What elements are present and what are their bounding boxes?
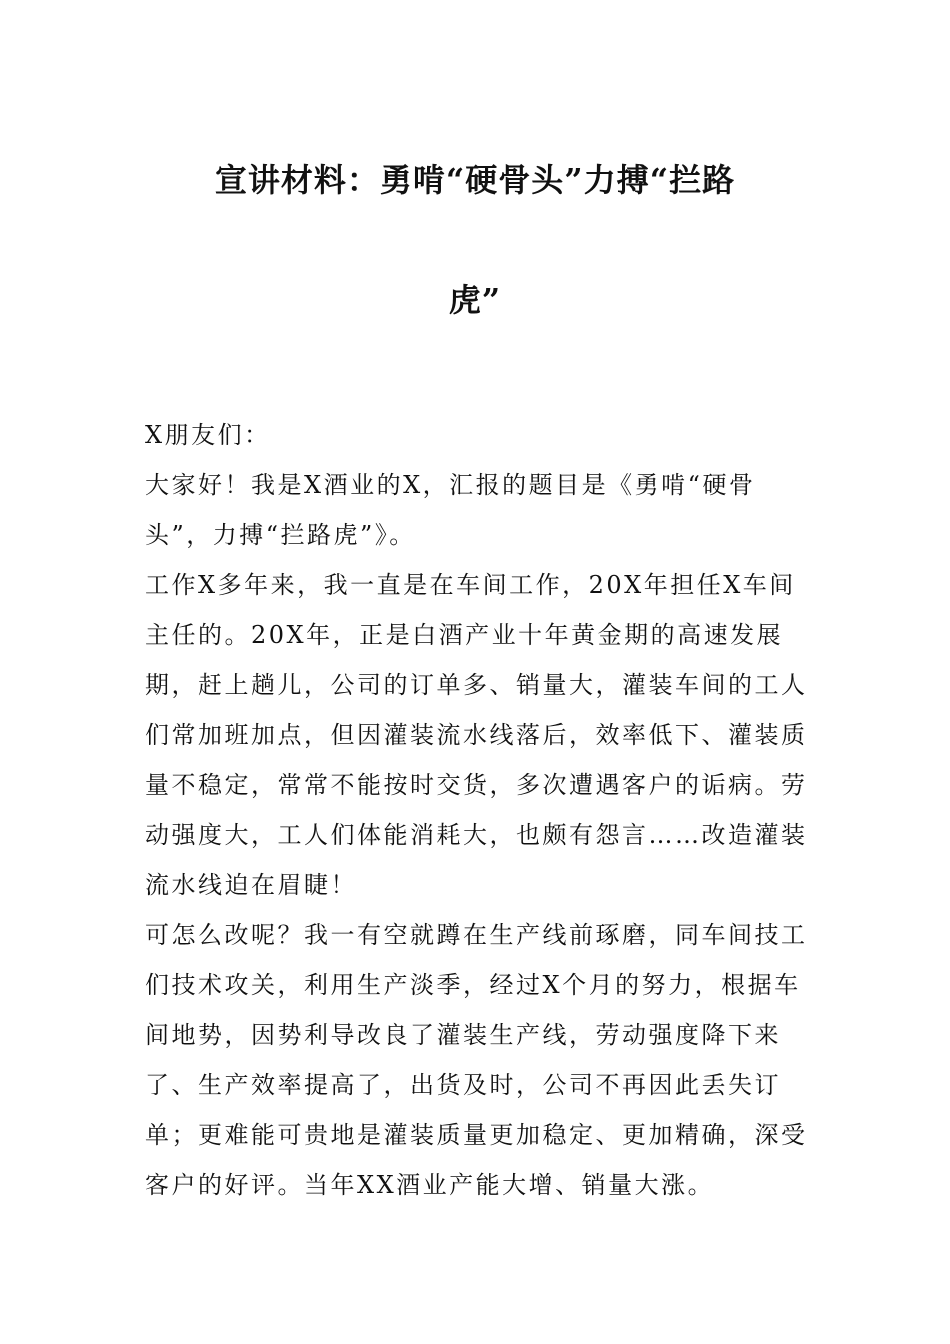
paragraph-1: 大家好！我是X酒业的X，汇报的题目是《勇啃“硬骨头”，力搏“拦路虎”》。: [145, 471, 756, 549]
document-title-line-2: 虎”: [448, 281, 502, 319]
document-title-line-1: 宣讲材料：勇啃“硬骨头”力搏“拦路: [214, 161, 736, 199]
paragraph-3: 可怎么改呢？我一有空就蹲在生产线前琢磨，同车间技工们技术攻关，利用生产淡季，经过X个月的努力，根据车间地势，因势利导改良了灌装生产线，劳动强度降下来了、生产效率提高了，出货及时，公司不再因此丢失订单；更难能可贵地是灌装质量更加稳定、更加精确，深受客户的好评。当年XX酒业产能大增、销量大涨。: [145, 921, 808, 1199]
salutation: X朋友们：: [145, 421, 271, 449]
document-body: [145, 410, 810, 1210]
paragraph-2: 工作X多年来，我一直是在车间工作，20X年担任X车间主任的。20X年，正是白酒产业十年黄金期的高速发展期，赶上趟儿，公司的订单多、销量大，灌装车间的工人们常加班加点，但因灌装流水线落后，效率低下、灌装质量不稳定，常常不能按时交货，多次遭遇客户的诟病。劳动强度大，工人们体能消耗大，也颇有怨言……改造灌装流水线迫在眉睫！: [145, 571, 808, 899]
